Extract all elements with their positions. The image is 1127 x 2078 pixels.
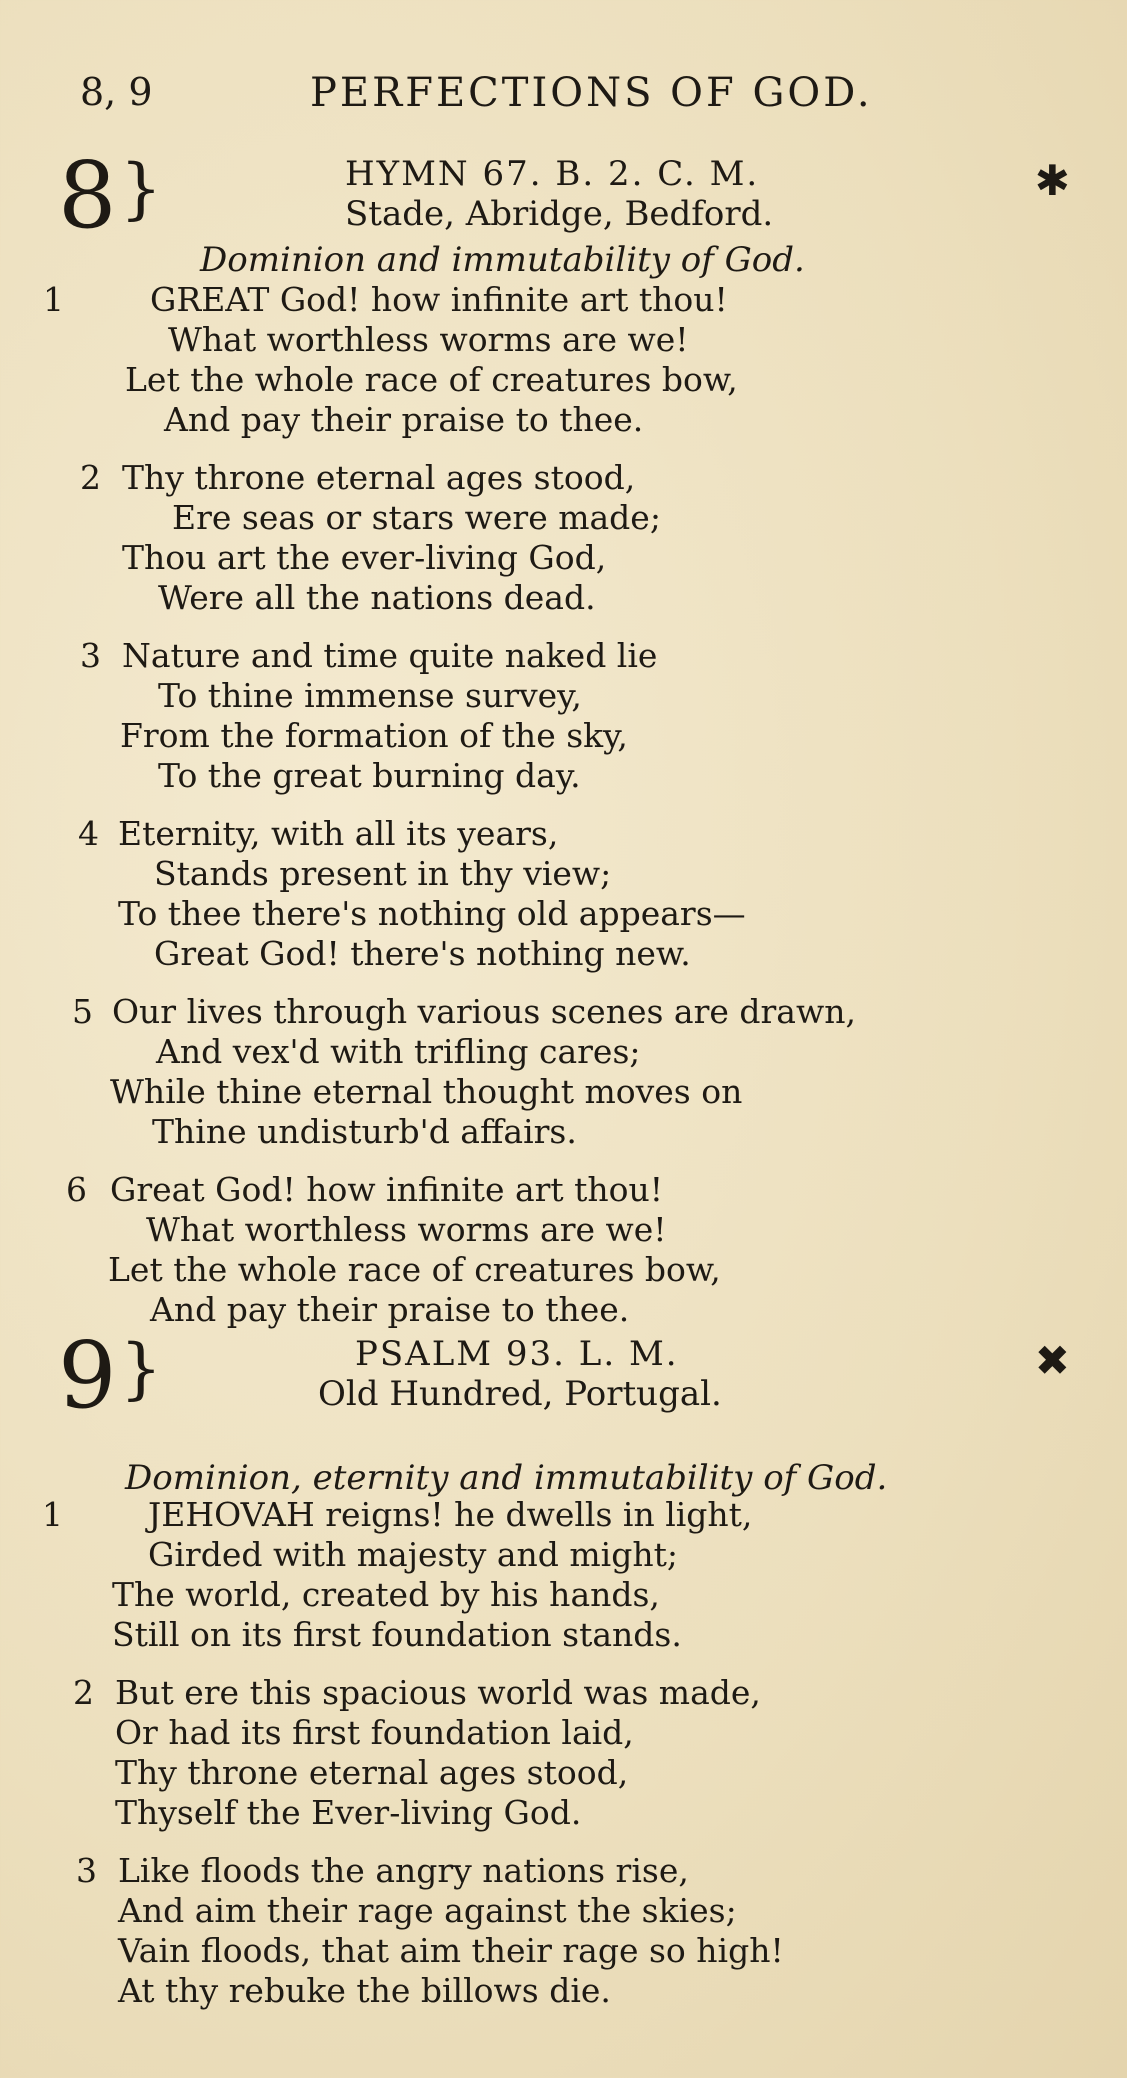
stanza <box>43 280 1127 440</box>
verse-line: To thee there's nothing old appears— <box>118 894 746 933</box>
stanza-number: 2 <box>73 1673 94 1712</box>
stanza-number: 1 <box>42 1495 63 1534</box>
verse-line <box>43 280 1127 320</box>
verse-line: What worthless worms are we! <box>146 1210 667 1249</box>
stanza <box>73 1673 1127 1833</box>
hymn-index-number: 9 <box>58 1322 117 1429</box>
verse-line: To the great burning day. <box>158 756 581 795</box>
running-title: PERFECTIONS OF GOD. <box>310 70 873 116</box>
stanza-number: 3 <box>80 636 101 675</box>
stanza <box>42 1495 1127 1655</box>
verse-text: Eternity, with all its years, <box>118 814 559 853</box>
verse-line: Ere seas or stars were made; <box>172 498 661 537</box>
verse-line <box>80 458 1127 498</box>
verse-line <box>72 992 1127 1032</box>
hymn-subject: Dominion, eternity and immutability of God. <box>125 1458 888 1498</box>
verse-line: Vain floods, that aim their rage so high! <box>118 1931 784 1970</box>
verse-line <box>80 636 1127 676</box>
verse-text: GREAT God! how infinite art thou! <box>150 280 728 319</box>
verse-line: Girded with majesty and might; <box>148 1535 678 1574</box>
stanza <box>80 636 1127 796</box>
verse-line: The world, created by his hands, <box>112 1575 660 1614</box>
verse-line: And pay their praise to thee. <box>150 1290 630 1329</box>
verse-line <box>76 1851 1127 1891</box>
page-numbers: 8, 9 <box>80 70 153 114</box>
stanza <box>66 1170 1127 1330</box>
brace-glyph: } <box>120 1330 162 1407</box>
tune-names: Stade, Abridge, Bedford. <box>345 194 774 234</box>
verse-line: Were all the nations dead. <box>158 578 596 617</box>
stanza-list <box>0 280 1127 1348</box>
stanza-number: 3 <box>76 1851 97 1890</box>
page-header <box>0 70 1127 130</box>
verse-line: Thy throne eternal ages stood, <box>115 1753 629 1792</box>
hymn-index-number: 8 <box>58 142 117 249</box>
stanza-list <box>0 1495 1127 2029</box>
ornament-icon: ✱ <box>1034 156 1070 205</box>
ornament-icon: ✖ <box>1034 1336 1070 1385</box>
verse-line <box>42 1495 1127 1535</box>
verse-line <box>66 1170 1127 1210</box>
tune-names: Old Hundred, Portugal. <box>318 1374 722 1414</box>
verse-line: And vex'd with trifling cares; <box>156 1032 641 1071</box>
verse-line: Still on its first foundation stands. <box>112 1615 682 1654</box>
stanza <box>78 814 1127 974</box>
hymn-title: PSALM 93. L. M. <box>355 1334 679 1374</box>
verse-line: Great God! there's nothing new. <box>154 934 691 973</box>
verse-text: JEHOVAH reigns! he dwells in light, <box>148 1495 753 1534</box>
stanza-number: 2 <box>80 458 101 497</box>
verse-line: While thine eternal thought moves on <box>110 1072 743 1111</box>
hymn-subject: Dominion and immutability of God. <box>200 240 805 280</box>
verse-line: What worthless worms are we! <box>168 320 689 359</box>
stanza-number: 1 <box>43 280 64 319</box>
stanza <box>72 992 1127 1152</box>
verse-text: Like floods the angry nations rise, <box>118 1851 689 1890</box>
verse-line: Thine undisturb'd affairs. <box>152 1112 577 1151</box>
verse-line <box>73 1673 1127 1713</box>
verse-line: Thyself the Ever-living God. <box>115 1793 582 1832</box>
verse-text: But ere this spacious world was made, <box>115 1673 761 1712</box>
verse-line: Stands present in thy view; <box>154 854 612 893</box>
stanza-number: 6 <box>66 1170 87 1209</box>
stanza-number: 5 <box>72 992 93 1031</box>
stanza-number: 4 <box>78 814 99 853</box>
verse-text: Great God! how infinite art thou! <box>110 1170 664 1209</box>
verse-line: Thou art the ever-living God, <box>122 538 607 577</box>
verse-text: Thy throne eternal ages stood, <box>122 458 636 497</box>
hymn-title: HYMN 67. B. 2. C. M. <box>345 154 760 194</box>
verse-line: Or had its first foundation laid, <box>115 1713 634 1752</box>
verse-text: Nature and time quite naked lie <box>122 636 658 675</box>
verse-line: From the formation of the sky, <box>120 716 628 755</box>
verse-line <box>78 814 1127 854</box>
verse-line: Let the whole race of creatures bow, <box>108 1250 721 1289</box>
verse-line: And pay their praise to thee. <box>164 400 644 439</box>
verse-line: To thine immense survey, <box>158 676 582 715</box>
verse-line: Let the whole race of creatures bow, <box>125 360 738 399</box>
stanza <box>76 1851 1127 2011</box>
stanza <box>80 458 1127 618</box>
verse-line: At thy rebuke the billows die. <box>118 1971 611 2010</box>
brace-glyph: } <box>120 150 162 227</box>
verse-text: Our lives through various scenes are drawn, <box>112 992 856 1031</box>
verse-line: And aim their rage against the skies; <box>118 1891 737 1930</box>
